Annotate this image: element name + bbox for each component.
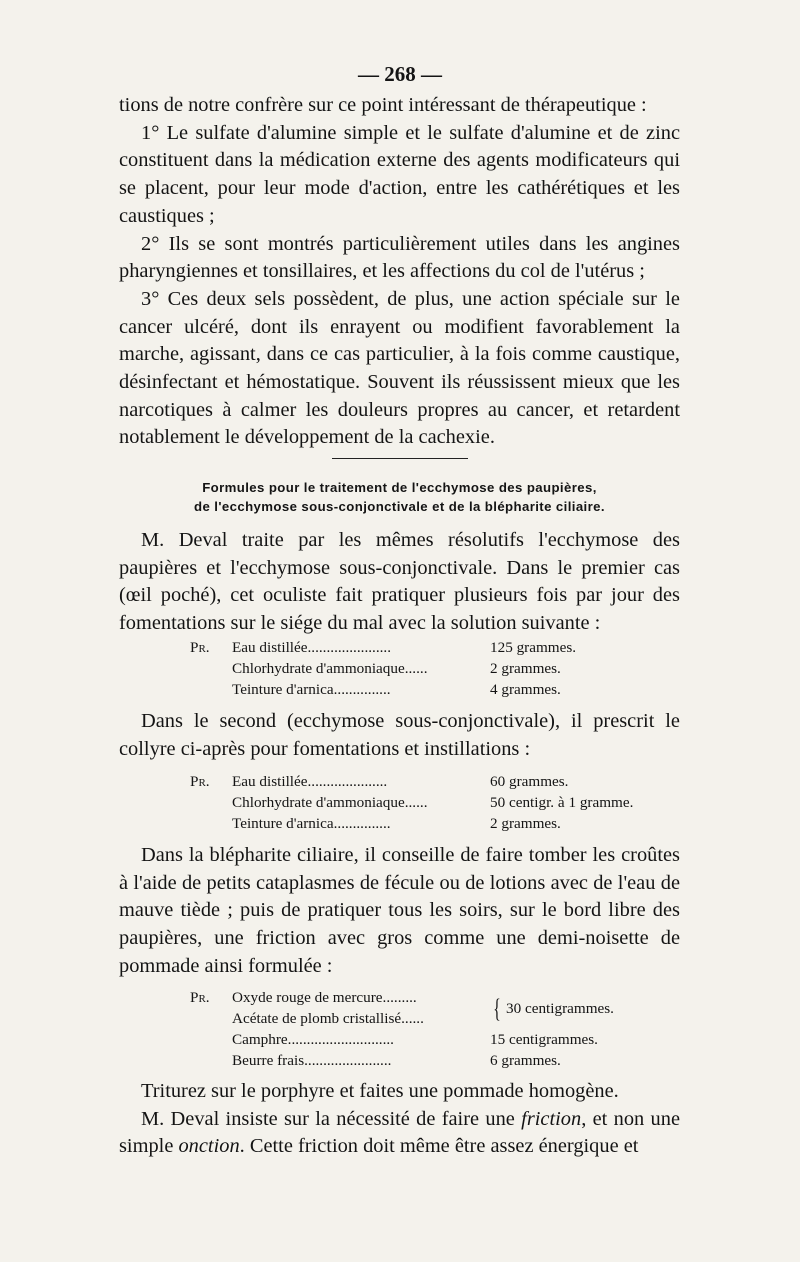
emphasis-onction: onction bbox=[178, 1135, 240, 1158]
ingredient-name: Camphre............................ bbox=[232, 1031, 394, 1048]
recipe-1-row bbox=[190, 659, 690, 680]
intro-paragraph-2: 1° Le sulfate d'alumine simple et le sulfate d'alumine et de zinc constituent dans la médication externe des agents modificateurs qui se placent, pour leur mode d'action, entre les cathérétiques et les caustiques ; bbox=[119, 121, 680, 227]
ingredient-name: Eau distillée..................... bbox=[232, 773, 388, 790]
ingredient-name: Oxyde rouge de mercure......... bbox=[232, 989, 417, 1007]
brace-ingredients bbox=[232, 988, 490, 1030]
ingredient-quantity: 6 grammes. bbox=[490, 1051, 561, 1069]
final-text-part: , et non une simple bbox=[119, 1107, 680, 1158]
recipe-3-row bbox=[190, 1030, 690, 1051]
recipe-3 bbox=[190, 988, 690, 1072]
section-heading-line-1: Formules pour le traitement de l'ecchymose des paupières, bbox=[202, 480, 597, 495]
blepharite-text: Dans la blépharite ciliaire, il conseille de faire tomber les croûtes à l'aide de petits cataplasmes de fécule ou de lotions avec de l'eau de mauve tiède ; puis de pratiquer tous les soirs, sur le bord libre des paupières, une friction avec gros comme une demi-noisette de pommade ainsi formulée : bbox=[119, 844, 680, 977]
recipe-2 bbox=[190, 772, 690, 834]
deval-paragraph-text: M. Deval traite par les mêmes résolutifs l'ecchymose des paupières et l'ecchymose sous-conjonctivale. Dans le premier cas (œil poché), cet oculiste fait pratiquer plusieurs fois par jour des fomentations sur le siége du mal avec la solution suivante : bbox=[119, 529, 680, 635]
recipe-3-brace-group bbox=[190, 988, 690, 1030]
ingredient-quantity: 60 grammes. bbox=[490, 773, 569, 790]
ingredient-quantity: 4 grammes. bbox=[490, 680, 561, 698]
ingredient-quantity: 30 centigrammes. bbox=[506, 999, 614, 1017]
section-heading-line-2: de l'ecchymose sous-conjonctivale et de la blépharite ciliaire. bbox=[194, 499, 605, 514]
blepharite-paragraph bbox=[119, 842, 680, 981]
brace-symbol: { bbox=[493, 994, 501, 1023]
recipe-1-row bbox=[190, 638, 690, 659]
ingredient-quantity: 125 grammes. bbox=[490, 639, 577, 656]
recipe-2-row bbox=[190, 772, 690, 793]
recipe-1 bbox=[190, 638, 690, 700]
ingredient-quantity: 2 grammes. bbox=[490, 659, 561, 677]
ingredient-quantity: 50 centigr. à 1 gramme. bbox=[490, 793, 634, 811]
ingredient-name: Chlorhydrate d'ammoniaque...... bbox=[232, 793, 428, 811]
intro-paragraph-3: 2° Ils se sont montrés particulièrement utiles dans les angines pharyngiennes et tonsillaires, et les affections du col de l'utérus ; bbox=[119, 232, 680, 283]
intro-section bbox=[119, 92, 680, 452]
emphasis-friction: friction bbox=[521, 1107, 582, 1130]
deval-paragraph bbox=[119, 527, 680, 638]
section-heading bbox=[119, 478, 680, 516]
ingredient-name: Teinture d'arnica............... bbox=[232, 680, 391, 698]
recipe-prefix: Pr. bbox=[190, 773, 210, 790]
recipe-1-row bbox=[190, 680, 690, 701]
ingredient-name: Eau distillée...................... bbox=[232, 639, 392, 656]
second-case-text: Dans le second (ecchymose sous-conjonctivale), il prescrit le collyre ci-après pour fomentations et instillations : bbox=[119, 710, 680, 760]
recipe-2-row bbox=[190, 814, 690, 835]
recipe-prefix: Pr. bbox=[190, 989, 210, 1006]
intro-paragraph-4: 3° Ces deux sels possèdent, de plus, une action spéciale sur le cancer ulcéré, dont ils enrayent ou modifient favorablement la marche, agissant, dans ce cas particulier, à la fois comme caustique, désinfectant et hémostatique. Souvent ils réussissent mieux que les narcotiques à calmer les douleurs propres au cancer, et retardent notablement le développement de la cachexie. bbox=[119, 287, 680, 449]
ingredient-name: Chlorhydrate d'ammoniaque...... bbox=[232, 659, 428, 677]
ingredient-name: Acétate de plomb cristallisé...... bbox=[232, 1010, 424, 1027]
triturez-text: Triturez sur le porphyre et faites une pommade homogène. bbox=[141, 1080, 619, 1102]
ingredient-quantity: 2 grammes. bbox=[490, 814, 561, 832]
final-text-part: . Cette friction doit même être assez énergique et bbox=[239, 1135, 639, 1158]
ingredient-name: Teinture d'arnica............... bbox=[232, 814, 391, 832]
closing-section bbox=[119, 1078, 680, 1161]
page-number: — 268 — bbox=[358, 62, 442, 86]
recipe-3-row bbox=[190, 1051, 690, 1072]
recipe-2-row bbox=[190, 793, 690, 814]
recipe-prefix: Pr. bbox=[190, 639, 210, 656]
ingredient-name: Beurre frais....................... bbox=[232, 1051, 392, 1069]
intro-paragraph-1: tions de notre confrère sur ce point intéressant de thérapeutique : bbox=[119, 94, 647, 116]
section-divider bbox=[332, 458, 468, 459]
second-case-paragraph bbox=[119, 708, 680, 763]
final-text-part: M. Deval insiste sur la nécessité de faire une bbox=[141, 1107, 522, 1130]
ingredient-quantity: 15 centigrammes. bbox=[490, 1031, 598, 1048]
final-paragraph bbox=[119, 1106, 680, 1161]
